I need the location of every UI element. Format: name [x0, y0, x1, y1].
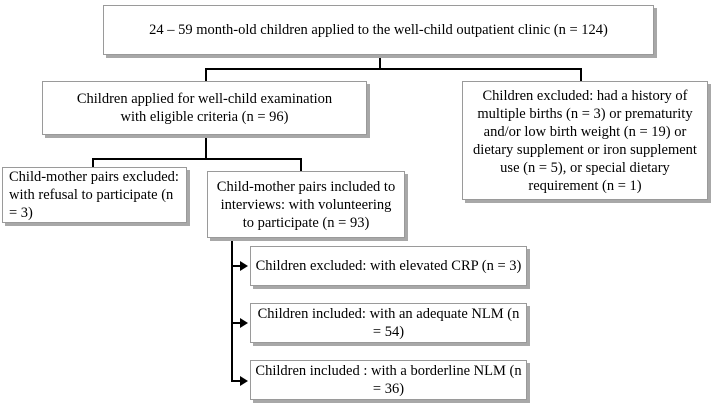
- box-crp-excluded-text: Children excluded: with elevated CRP (n = 3): [255, 258, 522, 274]
- arrow-to-adequate: [240, 318, 248, 328]
- connector-top-branch: [205, 68, 582, 70]
- box-included-interviews: [207, 171, 405, 238]
- connector-eligible-branch: [92, 158, 302, 160]
- box-eligible-text: Children applied for well-child examination with eligible criteria (n = 96): [76, 91, 333, 125]
- box-excluded-history-text: Children excluded: had a history of multiple births (n = 3) or prematurity and/or low birth weight (n = 19) or dietary supplement or iron supplement use (n = 5), or special dietary requirement (n = 1): [473, 87, 697, 194]
- box-eligible: [42, 81, 367, 135]
- connector-top-down: [379, 55, 381, 69]
- arrow-to-borderline: [240, 376, 248, 386]
- connector-included-trunk: [231, 238, 233, 382]
- box-refused-text: Child-mother pairs excluded: with refusal to participate (n = 3): [9, 169, 179, 221]
- box-crp-excluded: [250, 246, 527, 286]
- connector-to-excluded-history: [580, 68, 582, 81]
- box-applied-total-text: 24 – 59 month-old children applied to the well-child outpatient clinic (n = 124): [149, 22, 608, 38]
- box-excluded-history: [462, 81, 708, 200]
- box-included-interviews-text: Child-mother pairs included to interviews: with volunteering to participate (n = 93): [216, 178, 396, 231]
- arrow-to-crp: [240, 261, 248, 271]
- box-applied-total: [103, 5, 654, 55]
- connector-to-eligible: [205, 68, 207, 81]
- connector-eligible-down: [205, 134, 207, 159]
- box-adequate-nlm-text: Children included: with an adequate NLM (n = 54): [257, 306, 520, 340]
- box-refused: [2, 167, 187, 223]
- box-borderline-nlm-text: Children included : with a borderline NLM (n = 36): [255, 363, 522, 397]
- connector-to-refused: [92, 158, 94, 167]
- box-adequate-nlm: [250, 303, 527, 343]
- connector-to-included: [300, 158, 302, 171]
- box-borderline-nlm: [250, 360, 527, 400]
